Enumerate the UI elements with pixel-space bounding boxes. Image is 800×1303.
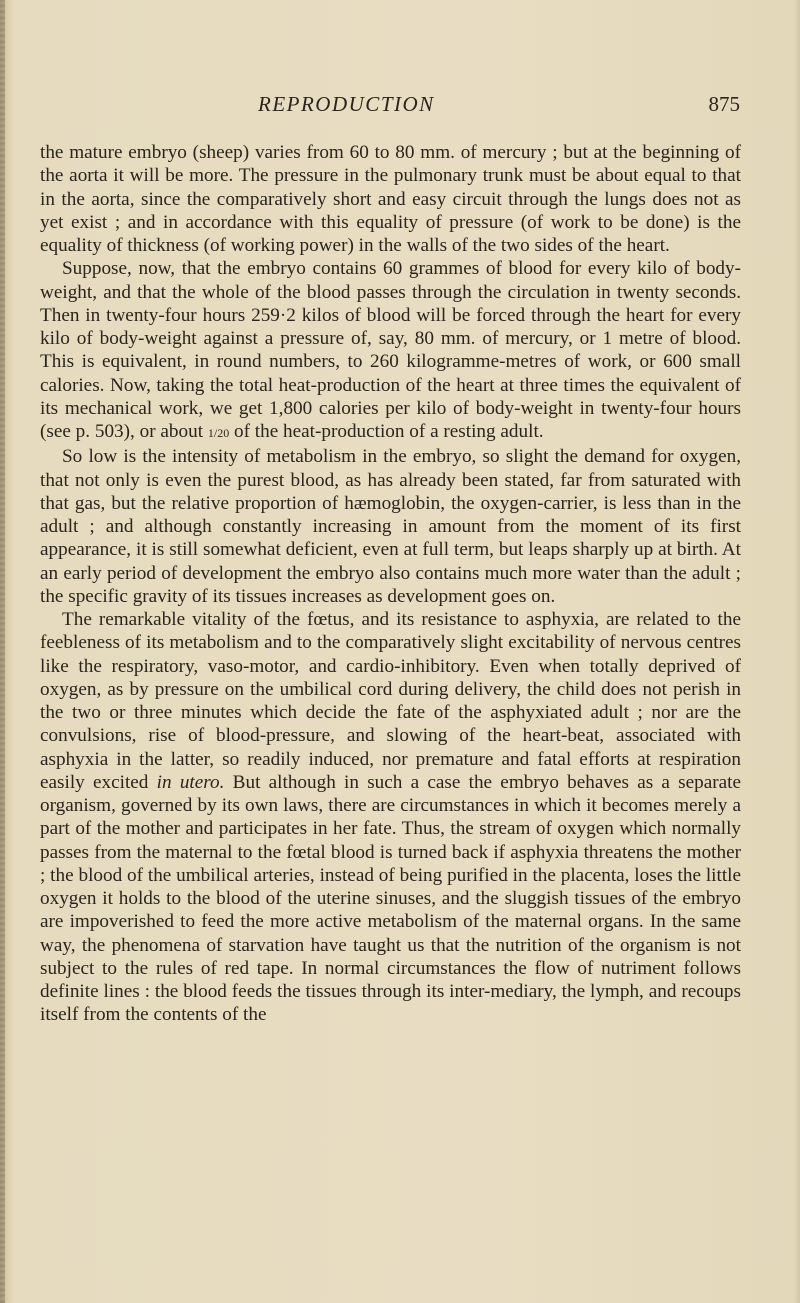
paragraph-3 [40, 445, 741, 608]
body-text [40, 141, 741, 1027]
paragraph-1 [40, 141, 741, 257]
paragraph-4-text-b: But although in such a case the embryo behaves as a separate organism, governed by its own laws, there are circumstances in which it becomes merely a part of the mother and participates in her fate. Thus, the stream of oxygen which normally passes from the maternal to the fœtal blood is turned back if asphyxia threatens the mother ; the blood of the umbilical arteries, instead of being purified in the placenta, loses the little oxygen it holds to the blood of the uterine sinuses, and the sluggish tissues of the embryo are impoverished to feed the more active metabolism of the maternal organs. In the same way, the phenomena of starvation have taught us that the nutrition of the organism is not subject to the rules of red tape. In normal circumstances the flow of nutriment follows definite lines : the blood feeds the tissues through its inter-mediary, the lymph, and recoups itself from the contents of the [40, 771, 742, 1026]
page-number: 875 [708, 92, 740, 116]
page-edge [794, 0, 800, 1303]
paragraph-4 [40, 608, 741, 1027]
running-title: REPRODUCTION [258, 92, 435, 116]
paragraph-3-text: So low is the intensity of metabolism in the embryo, so slight the demand for oxygen, that not only is even the purest blood, as has already been stated, far from saturated with that gas, but the relative proportion of hæmoglobin, the oxygen-carrier, is less than in the adult ; and although constantly increasing in amount from the moment of its first appearance, it is still somewhat deficient, even at full term, but leaps sharply up at birth. At an early period of development the embryo also contains much more water than the adult ; the specific gravity of its tissues increases as development goes on. [40, 446, 741, 607]
binding-edge [0, 0, 5, 1303]
fraction: 1/20 [207, 426, 230, 440]
paragraph-2-text-b: of the heat-production of a resting adult. [234, 421, 544, 442]
paragraph-2 [40, 257, 741, 445]
paragraph-2-text-a: Suppose, now, that the embryo contains 60 grammes of blood for every kilo of body-weight, and that the whole of the blood passes through the circulation in twenty seconds. Then in twenty-four hours 259·2 kilos of blood will be forced through the heart for every kilo of body-weight against a pressure of, say, 80 mm. of mercury, or 1 metre of blood. This is equivalent, in round numbers, to 260 kilogramme-metres of work, or 600 small calories. Now, taking the total heat-production of the heart at three times the equivalent of its mechanical work, we get 1,800 calories per kilo of body-weight in twenty-four hours (see p. 503), or about [40, 258, 741, 442]
paragraph-4-text-a: The remarkable vitality of the fœtus, and its resistance to asphyxia, are related to the feebleness of its metabolism and to the comparatively slight excitability of nervous centres like the respiratory, vaso-motor, and cardio-inhibitory. Even when totally deprived of oxygen, as by pressure on the umbilical cord during delivery, the child does not perish in the two or three minutes which decide the fate of the asphyxiated adult ; nor are the convulsions, rise of blood-pressure, and slowing of the heart-beat, associated with asphyxia in the latter, so readily induced, nor premature and fatal efforts at respiration easily excited [40, 609, 741, 793]
italic-phrase: in utero. [156, 771, 225, 793]
page-header [40, 92, 740, 122]
paragraph-1-text: the mature embryo (sheep) varies from 60 to 80 mm. of mercury ; but at the beginning of the aorta it will be more. The pressure in the pulmonary trunk must be about equal to that in the aorta, since the comparatively short and easy circuit through the lungs does not as yet exist ; and in accordance with this equality of pressure (of work to be done) is the equality of thickness (of working power) in the walls of the two sides of the heart. [40, 142, 741, 256]
